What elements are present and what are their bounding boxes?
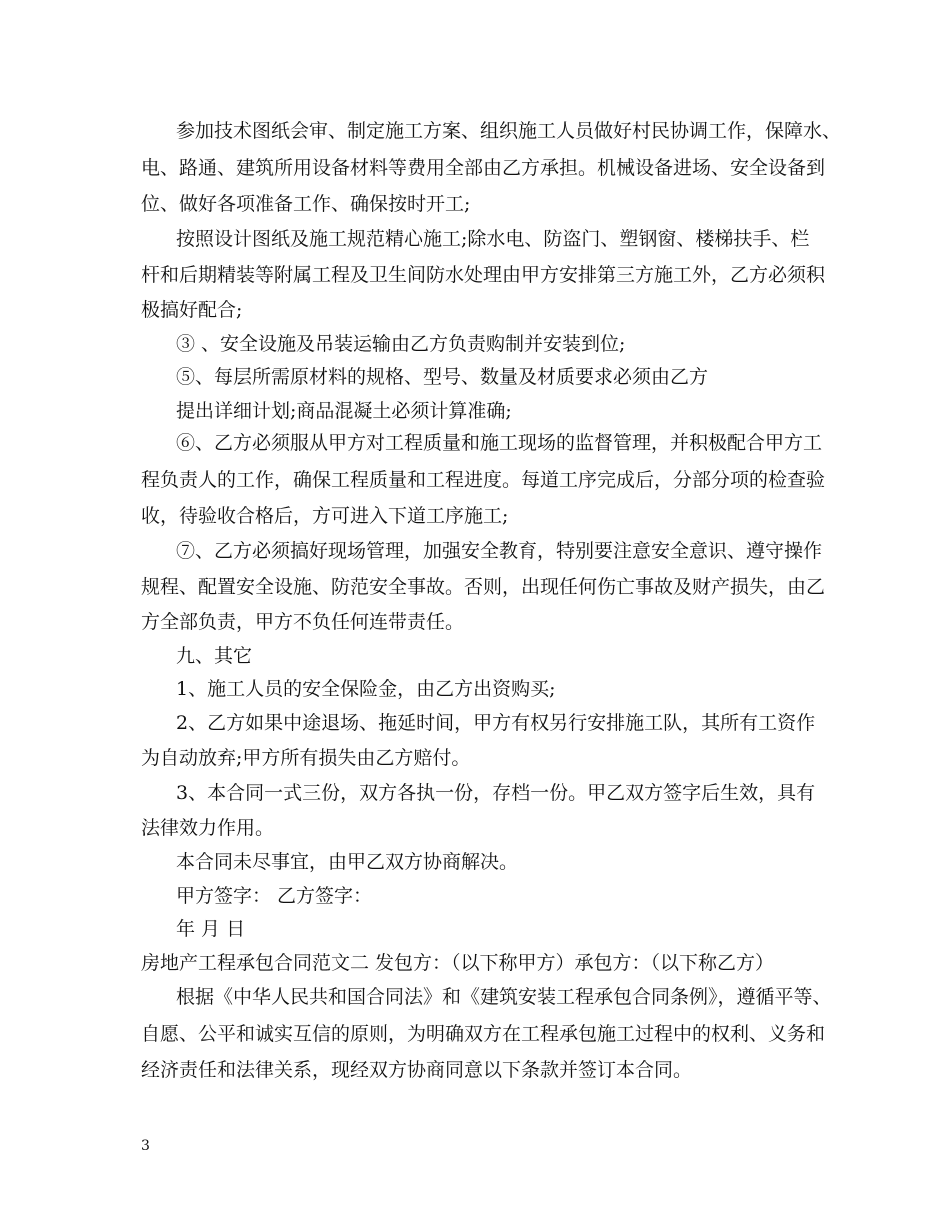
paragraph-line: 本合同未尽事宜，由甲乙双方协商解决。 [176,851,519,873]
paragraph-line: 规程、配置安全设施、防范安全事故。否则，出现任何伤亡事故及财产损失，由乙 [141,576,826,598]
paragraph-line: 为自动放弃;甲方所有损失由乙方赔付。 [141,747,471,769]
paragraph-line: ⑥、乙方必须服从甲方对工程质量和施工现场的监督管理，并积极配合甲方工 [176,432,823,454]
paragraph-line: 提出详细计划;商品混凝土必须计算准确; [176,400,512,422]
paragraph-line: 根据《中华人民共和国合同法》和《建筑安装工程承包合同条例》，遵循平等、 [176,986,832,1008]
paragraph-line: 参加技术图纸会审、制定施工方案、组织施工人员做好村民协调工作，保障水、 [176,120,842,142]
paragraph-line: 经济责任和法律关系，现经双方协商同意以下条款并签订本合同。 [141,1059,693,1081]
paragraph-line: 程负责人的工作，确保工程质量和工程进度。每道工序完成后，分部分项的检查验 [141,469,826,491]
paragraph-line: ⑤、每层所需原材料的规格、型号、数量及材质要求必须由乙方 [176,366,709,388]
paragraph-line: 方全部负责，甲方不负任何连带责任。 [141,611,465,633]
signature-line: 甲方签字： 乙方签字： [176,885,373,907]
date-line: 年 月 日 [176,918,246,940]
paragraph-line: 按照设计图纸及施工规范精心施工;除水电、防盗门、塑钢窗、楼梯扶手、栏 [176,228,810,250]
paragraph-line: 杆和后期精装等附属工程及卫生间防水处理由甲方安排第三方施工外，乙方必须积 [141,264,826,286]
paragraph-line: 电、路通、建筑所用设备材料等费用全部由乙方承担。机械设备进场、安全设备到 [141,157,826,179]
paragraph-line: 收，待验收合格后，方可进入下道工序施工; [141,505,509,527]
paragraph-line: 法律效力作用。 [141,817,275,839]
paragraph-line: 极搞好配合; [141,299,243,321]
paragraph-line: 2、乙方如果中途退场、拖延时间，甲方有权另行安排施工队，其所有工资作 [176,712,816,734]
section-heading: 九、其它 [176,645,253,667]
paragraph-line: ⑦、乙方必须搞好现场管理，加强安全教育，特别要注意安全意识、遵守操作 [176,540,823,562]
paragraph-line: 自愿、公平和诚实互信的原则，为明确双方在工程承包施工过程中的权利、义务和 [141,1023,826,1045]
paragraph-line: 1、施工人员的安全保险金，由乙方出资购买; [176,678,556,700]
page-number: 3 [141,1138,150,1154]
paragraph-line: 3、本合同一式三份，双方各执一份，存档一份。甲乙双方签字后生效，具有 [176,782,816,804]
section-title-line: 房地产工程承包合同范文二 发包方：（以下称甲方）承包方：（以下称乙方） [141,952,775,974]
paragraph-line: ③ 、安全设施及吊装运输由乙方负责购制并安装到位; [176,333,626,355]
paragraph-line: 位、做好各项准备工作、确保按时开工; [141,193,471,215]
